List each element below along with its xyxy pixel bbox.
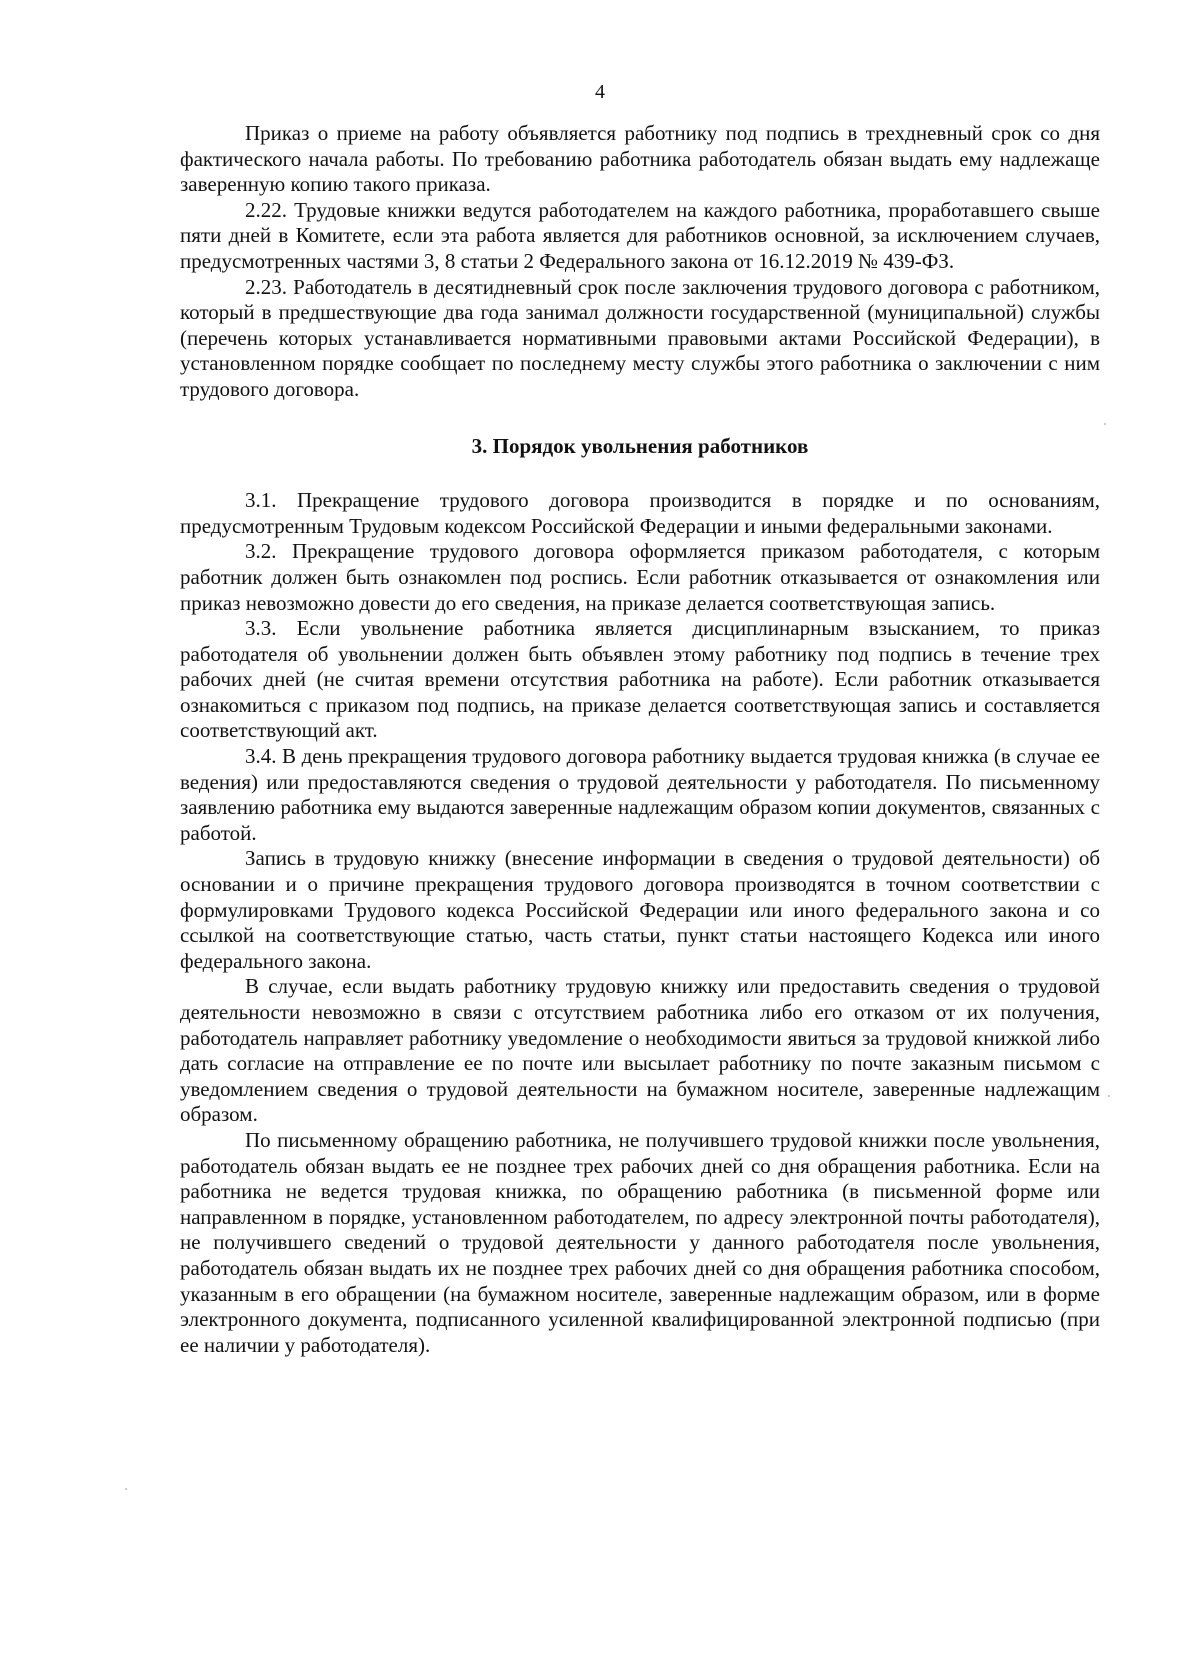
paragraph-2-23: 2.23. Работодатель в десятидневный срок после заключения трудового договора с работником, который в предшествующие два года занимал должности государственной (муниципальной) службы (перечень которых устанавливается нормативными правовыми актами Российской Федерации), в установленном порядке сообщает по последнему месту службы этого работника о заключении с ним трудового договора. xyxy=(180,274,1100,401)
paragraph-written-request: По письменному обращению работника, не получившего трудовой книжки после увольнения, работодатель обязан выдать ее не позднее трех рабочих дней со дня обращения работника. Если на работника не ведется трудовая книжка, по обращению работника (в письменной форме или направленном в порядке, установленном работодателем, по адресу электронной почты работодателя), не получившего сведений о трудовой деятельности у данного работодателя после увольнения, работодатель обязан выдать их не позднее трех рабочих дней со дня обращения работника способом, указанным в его обращении (на бумажном носителе, заверенные надлежащим образом, или в форме электронного документа, подписанного усиленной квалифицированной электронной подписью (при ее наличии у работодателя). xyxy=(180,1127,1100,1357)
paragraph-absence-case: В случае, если выдать работнику трудовую книжку или предоставить сведения о трудовой деятельности невозможно в связи с отсутствием работника либо его отказом от их получения, работодатель направляет работнику уведомление о необходимости явиться за трудовой книжкой либо дать согласие на отправление ее по почте или высылает работнику по почте заказным письмом с уведомлением сведения о трудовой деятельности на бумажном носителе, заверенные надлежащим образом. xyxy=(180,974,1100,1127)
scan-speck xyxy=(125,1488,127,1490)
page-number: 4 xyxy=(595,81,605,103)
paragraph-3-1: 3.1. Прекращение трудового договора производится в порядке и по основаниям, предусмотренным Трудовым кодексом Российской Федерации и иными федеральными законами. xyxy=(180,488,1100,538)
paragraph-3-2: 3.2. Прекращение трудового договора оформляется приказом работодателя, с которым работник должен быть ознакомлен под роспись. Если работник отказывается от ознакомления или приказ невозможно довести до его сведения, на приказе делается соответствующая запись. xyxy=(180,539,1100,615)
paragraph-3-4: 3.4. В день прекращения трудового договора работнику выдается трудовая книжка (в случае ее ведения) или предоставляются сведения о трудовой деятельности у работодателя. По письменному заявлению работника ему выдаются заверенные надлежащим образом копии документов, связанных с работой. xyxy=(180,744,1100,845)
paragraph-workbook-entry: Запись в трудовую книжку (внесение информации в сведения о трудовой деятельности) об основании и о причине прекращения трудового договора производятся в точном соответствии с формулировками Трудового кодекса Российской Федерации или иного федерального закона и со ссылкой на соответствующие статью, часть статьи, пункт статьи настоящего Кодекса или иного федерального закона. xyxy=(180,846,1100,973)
paragraph-order-announcement: Приказ о приеме на работу объявляется работнику под подпись в трехдневный срок со дня фактического начала работы. По требованию работника работодатель обязан выдать ему надлежаще заверенную копию такого приказа. xyxy=(180,121,1100,197)
paragraph-2-22: 2.22. Трудовые книжки ведутся работодателем на каждого работника, проработавшего свыше пяти дней в Комитете, если эта работа является для работников основной, за исключением случаев, предусмотренных частями 3, 8 статьи 2 Федерального закона от 16.12.2019 № 439-ФЗ. xyxy=(180,197,1100,273)
scan-speck xyxy=(1104,423,1106,425)
scan-speck xyxy=(1108,1095,1110,1097)
document-body xyxy=(180,121,1100,1358)
section-heading: 3. Порядок увольнения работников xyxy=(471,433,809,458)
paragraph-3-3: 3.3. Если увольнение работника является дисциплинарным взысканием, то приказ работодателя об увольнении должен быть объявлен этому работнику под подпись в течение трех рабочих дней (не считая времени отсутствия работника на работе). Если работник отказывается ознакомиться с приказом под подпись, на приказе делается соответствующая запись и составляется соответствующий акт. xyxy=(180,616,1100,743)
